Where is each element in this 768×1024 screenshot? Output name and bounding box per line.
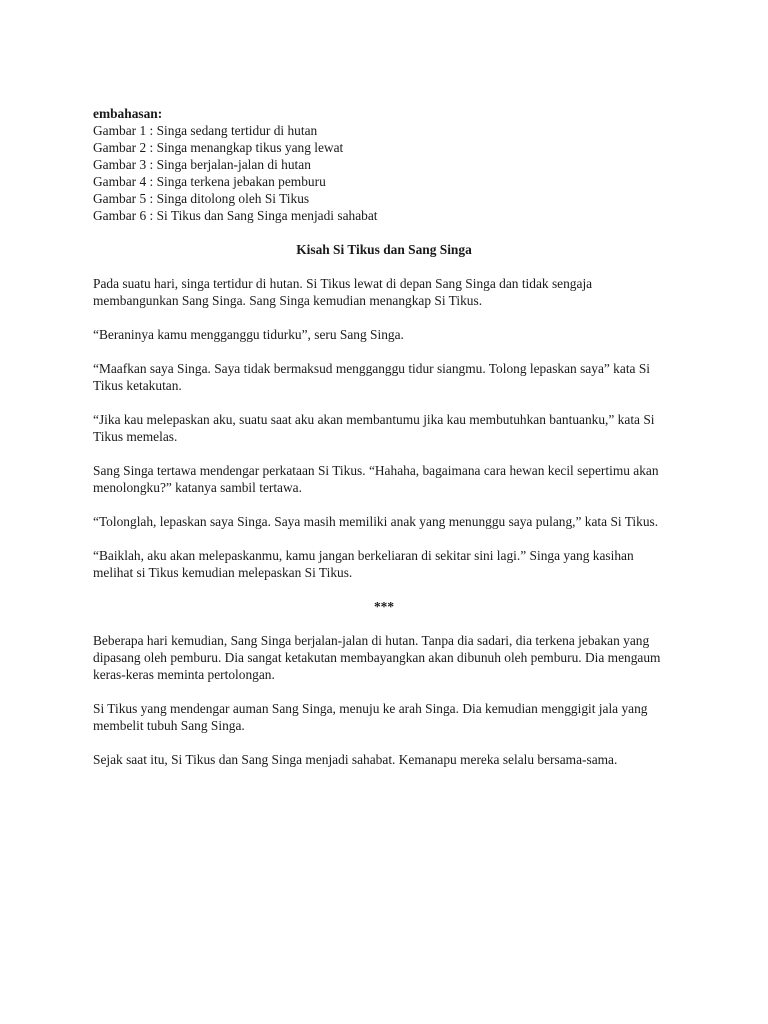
list-item: Gambar 3 : Singa berjalan-jalan di hutan: [93, 157, 311, 172]
paragraph: “Beraninya kamu mengganggu tidurku”, seru Sang Singa.: [93, 327, 404, 342]
paragraph: Beberapa hari kemudian, Sang Singa berjalan-jalan di hutan. Tanpa dia sadari, dia terkena jebakan yang dipasang oleh pemburu. Dia sangat ketakutan membayangkan akan dibunuh oleh pemburu. Dia mengaum keras-keras meminta pertolongan.: [93, 633, 661, 682]
paragraph: Si Tikus yang mendengar auman Sang Singa, menuju ke arah Singa. Dia kemudian menggigit jala yang membelit tubuh Sang Singa.: [93, 701, 648, 733]
paragraph: “Baiklah, aku akan melepaskanmu, kamu jangan berkeliaran di sekitar sini lagi.” Singa yang kasihan melihat si Tikus kemudian melepaskan Si Tikus.: [93, 548, 634, 580]
paragraph: Sejak saat itu, Si Tikus dan Sang Singa menjadi sahabat. Kemanapu mereka selalu bersama-sama.: [93, 752, 618, 767]
list-item: Gambar 4 : Singa terkena jebakan pemburu: [93, 174, 326, 189]
paragraph: Sang Singa tertawa mendengar perkataan Si Tikus. “Hahaha, bagaimana cara hewan kecil sepertimu akan menolongku?” katanya sambil tertawa.: [93, 463, 659, 495]
paragraph: “Tolonglah, lepaskan saya Singa. Saya masih memiliki anak yang menunggu saya pulang,” kata Si Tikus.: [93, 514, 659, 529]
paragraph: “Maafkan saya Singa. Saya tidak bermaksud mengganggu tidur siangmu. Tolong lepaskan saya” kata Si Tikus ketakutan.: [93, 361, 650, 393]
list-item: Gambar 6 : Si Tikus dan Sang Singa menjadi sahabat: [93, 208, 378, 223]
list-item: Gambar 5 : Singa ditolong oleh Si Tikus: [93, 191, 310, 206]
paragraph: “Jika kau melepaskan aku, suatu saat aku akan membantumu jika kau membutuhkan bantuanku,” kata Si Tikus memelas.: [93, 412, 655, 444]
list-item: Gambar 1 : Singa sedang tertidur di hutan: [93, 123, 318, 138]
story-title: Kisah Si Tikus dan Sang Singa: [296, 242, 472, 257]
section-heading: embahasan:: [93, 106, 163, 121]
document-page: [93, 105, 675, 785]
list-item: Gambar 2 : Singa menangkap tikus yang lewat: [93, 140, 344, 155]
picture-list: [93, 122, 675, 224]
section-separator: ***: [373, 599, 395, 614]
paragraph: Pada suatu hari, singa tertidur di hutan. Si Tikus lewat di depan Sang Singa dan tidak sengaja membangunkan Sang Singa. Sang Singa kemudian menangkap Si Tikus.: [93, 276, 593, 308]
